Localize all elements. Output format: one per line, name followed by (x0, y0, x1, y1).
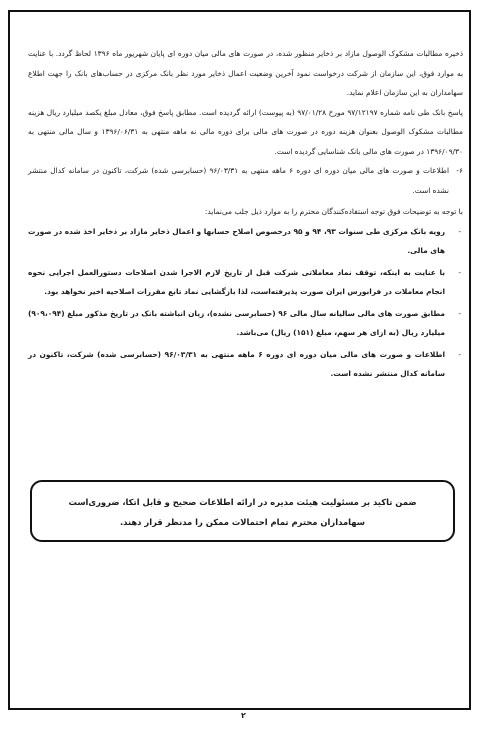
document-body (28, 44, 463, 386)
list-item (28, 263, 463, 302)
item-6 (28, 161, 463, 200)
bullet-dash: - (458, 349, 461, 359)
paragraph-bank-response: پاسخ بانک طی نامه شماره ۹۷/۱۲۱۹۷ مورخ ۹۷/۰۱/۲۸ (به پیوست) ارائه گردیده است. مطابق پاسخ فوق، معادل مبلغ یکصد میلیارد ریال هزینه مطالبات مشکوک الوصول بعنوان هزینه دوره در صورت های مالی برای دوره مالی نه ماهه منتهی به ۱۳۹۶/۰۶/۳۱ و سال مالی منتهی به ۱۳۹۶/۰۹/۳۰ در صورت های مالی بانک شناسایی گردیده است. (28, 107, 463, 156)
bullet-text: اطلاعات و صورت های مالی میان دوره ای دوره ۶ ماهه منتهی به ۹۶/۰۳/۳۱ (حسابرسی شده) شرکت، تاکنون در سامانه کدال منتشر نشده است. (28, 349, 445, 378)
bullet-text: رویه بانک مرکزی طی سنوات ۹۳، ۹۴ و ۹۵ درخصوص اصلاح حسابها و اعمال ذخایر مازاد بر ذخایر اخذ شده در صورت های مالی. (28, 226, 445, 255)
list-item (28, 345, 463, 384)
bullet-list (28, 222, 463, 384)
paragraph-reserves: ذخیره مطالبات مشکوک الوصول مازاد بر ذخایر منظور شده، در صورت های مالی میان دوره ای پایان شهریور ماه ۱۳۹۶ لحاظ گردد. با عنایت به موارد فوق، این سازمان از شرکت درخواست نمود آخرین وضعیت اعمال ذخایر مورد نظر بانک مرکزی در حساب‌های بانک را جهت اطلاع سهامداران به این سازمان اعلام نماید. (28, 49, 463, 97)
bullet-dash: - (458, 226, 461, 236)
notice-text: ضمن تاکید بر مسئولیت هیئت مدیره در ارائه اطلاعات صحیح و قابل اتکا، ضروری‌است سهامداران محترم تمام احتمالات ممکن را مدنظر قرار دهند. (68, 497, 417, 527)
item-6-text: اطلاعات و صورت های مالی میان دوره ای دوره ۶ ماهه منتهی به ۹۶/۰۳/۳۱ (حسابرسی شده) شرکت، تاکنون در سامانه کدال منتشر نشده است. (28, 166, 449, 195)
bullet-text: مطابق صورت های مالی سالیانه سال مالی ۹۶ (حسابرسی نشده)، زیان انباشته بانک در تاریخ مذکور مبلغ (۹۰۹،۰۹۴) میلیارد ریال (به ازای هر سهم، مبلغ (۱۵۱) ریال) می‌باشد. (28, 308, 445, 337)
bullet-dash: - (458, 308, 461, 318)
bullet-text: با عنایت به اینکه، توقف نماد معاملاتی شرکت قبل از تاریخ لازم الاجرا شدن اصلاحات دستورالعمل اجرایی نحوه انجام معاملات در فرابورس ایران صورت پذیرفته‌است، لذا بازگشایی نماد تابع مقررات اصلاحیه اخیر نخواهد بود. (28, 267, 445, 296)
notice-box (30, 480, 455, 542)
bullet-dash: - (458, 267, 461, 277)
list-item (28, 222, 463, 261)
list-item (28, 304, 463, 343)
item-6-number: ۶- (456, 166, 463, 175)
bullets-intro: با توجه به توضیحات فوق توجه استفاده‌کنندگان محترم را به موارد ذیل جلب می‌نماید: (204, 207, 463, 216)
page-number: ۲ (241, 711, 246, 720)
